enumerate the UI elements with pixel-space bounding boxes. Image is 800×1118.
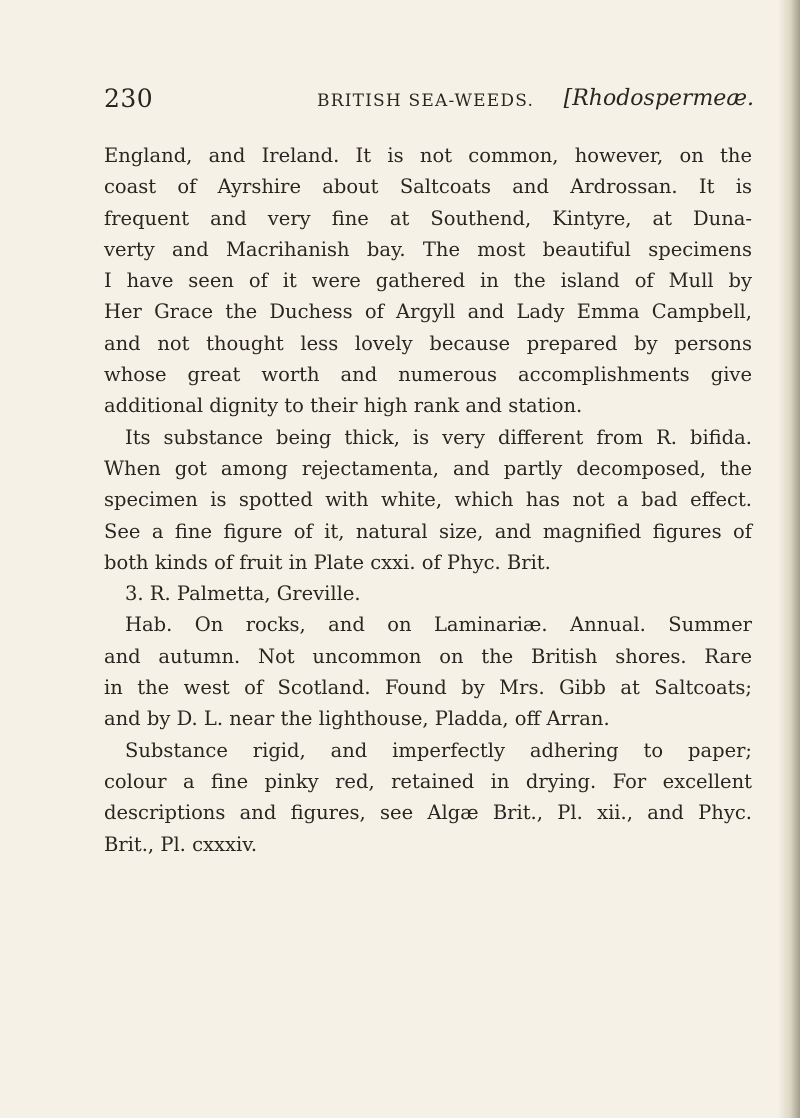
- text-line: descriptions and figures, see Algæ Brit., Pl. xii., and Phyc.: [104, 801, 752, 825]
- text-line: When got among rejectamenta, and partly decomposed, the: [104, 456, 752, 480]
- text-line: Her Grace the Duchess of Argyll and Lady Emma Campbell,: [104, 300, 752, 324]
- text-line: Its substance being thick, is very different from R. bifida.: [125, 425, 752, 449]
- text-line: both kinds of fruit in Plate cxxi. of Phyc. Brit.: [104, 550, 551, 574]
- text-line: colour a fine pinky red, retained in drying. For excellent: [104, 769, 752, 793]
- text-line: coast of Ayrshire about Saltcoats and Ardrossan. It is: [104, 175, 752, 199]
- body-text: [104, 140, 752, 860]
- page-edge-shadow: [778, 0, 800, 1118]
- page-header: [104, 84, 754, 116]
- text-line: Brit., Pl. cxxxiv.: [104, 832, 258, 856]
- text-line: and autumn. Not uncommon on the British shores. Rare: [104, 644, 752, 668]
- text-line: Hab. On rocks, and on Laminariæ. Annual. Summer: [125, 613, 752, 637]
- running-head: BRITISH SEA-WEEDS.: [317, 91, 535, 111]
- text-line: specimen is spotted with white, which has not a bad effect.: [104, 488, 752, 512]
- text-line: I have seen of it were gathered in the island of Mull by: [104, 269, 752, 293]
- species-heading: 3. R. Palmetta, Greville.: [125, 582, 361, 606]
- text-line: in the west of Scotland. Found by Mrs. Gibb at Saltcoats;: [104, 676, 752, 700]
- text-line: and not thought less lovely because prepared by persons: [104, 331, 752, 355]
- text-line: whose great worth and numerous accomplishments give: [104, 363, 752, 387]
- section-head: [Rhodospermeæ.: [563, 86, 754, 111]
- text-line: verty and Macrihanish bay. The most beautiful specimens: [104, 237, 752, 261]
- text-line: frequent and very fine at Southend, Kintyre, at Duna-: [104, 206, 752, 230]
- text-line: Substance rigid, and imperfectly adhering to paper;: [125, 738, 752, 762]
- text-line: England, and Ireland. It is not common, however, on the: [104, 144, 752, 167]
- page-number: 230: [104, 84, 154, 113]
- text-line: additional dignity to their high rank and station.: [104, 394, 583, 418]
- text-line: See a fine figure of it, natural size, and magnified figures of: [104, 519, 752, 543]
- text-line: and by D. L. near the lighthouse, Pladda, off Arran.: [104, 707, 610, 731]
